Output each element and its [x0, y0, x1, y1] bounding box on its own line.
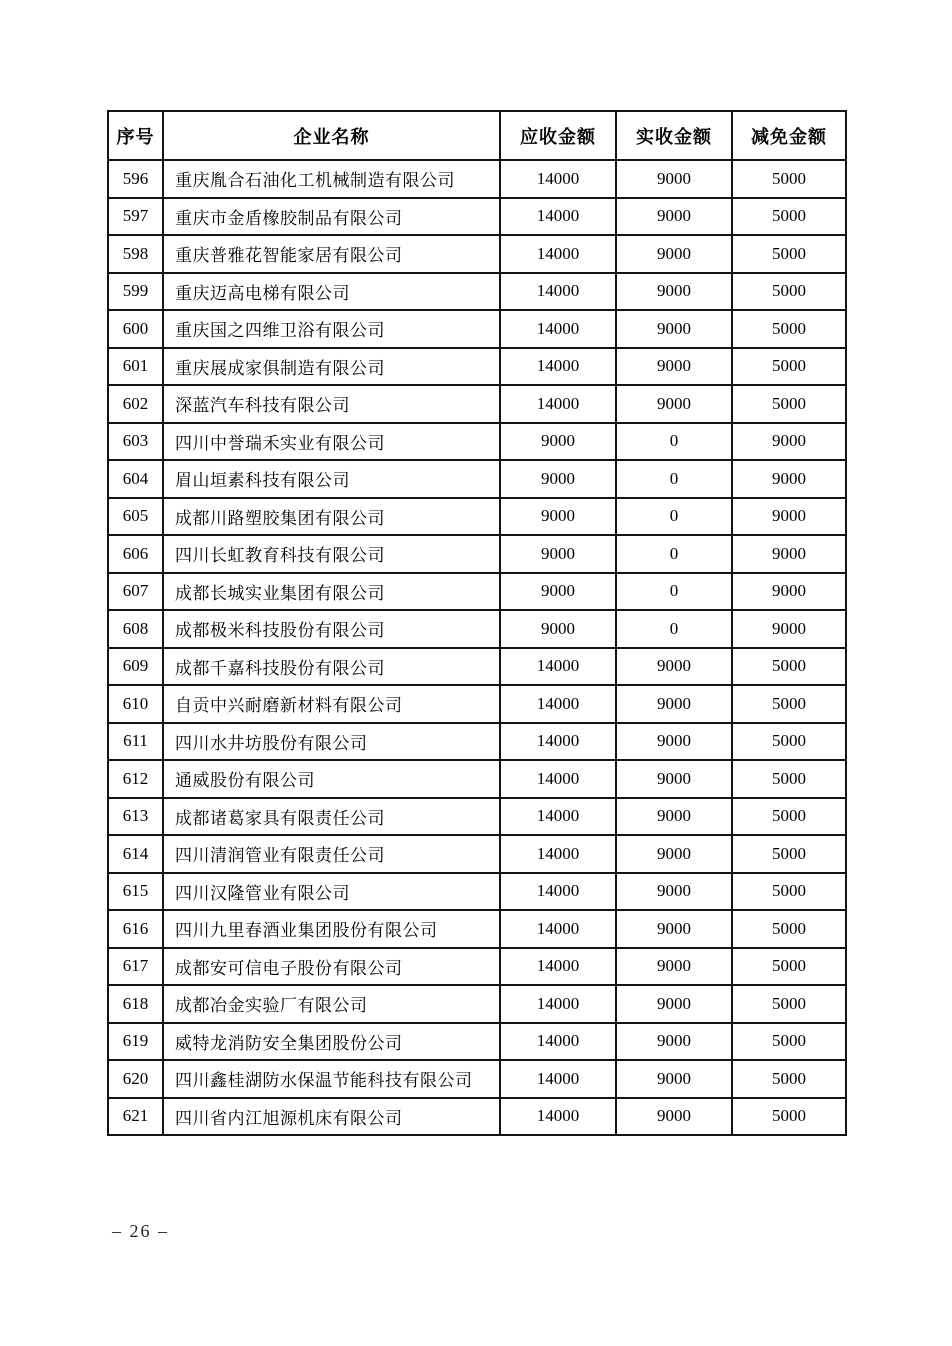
cell-reduced: 5000 [732, 310, 846, 348]
cell-index: 610 [108, 685, 163, 723]
cell-reduced: 9000 [732, 573, 846, 611]
cell-receivable: 14000 [500, 873, 616, 911]
cell-received: 9000 [616, 348, 732, 386]
cell-received: 9000 [616, 160, 732, 198]
cell-received: 0 [616, 498, 732, 536]
cell-reduced: 5000 [732, 873, 846, 911]
cell-index: 614 [108, 835, 163, 873]
cell-index: 620 [108, 1060, 163, 1098]
cell-name: 通威股份有限公司 [163, 760, 500, 798]
cell-index: 604 [108, 460, 163, 498]
cell-receivable: 14000 [500, 310, 616, 348]
cell-name: 四川中誉瑞禾实业有限公司 [163, 423, 500, 461]
cell-name: 深蓝汽车科技有限公司 [163, 385, 500, 423]
cell-name: 四川水井坊股份有限公司 [163, 723, 500, 761]
cell-receivable: 9000 [500, 573, 616, 611]
cell-reduced: 5000 [732, 948, 846, 986]
table-row [108, 873, 846, 911]
cell-reduced: 9000 [732, 423, 846, 461]
cell-reduced: 9000 [732, 460, 846, 498]
cell-index: 618 [108, 985, 163, 1023]
cell-received: 9000 [616, 760, 732, 798]
cell-received: 9000 [616, 1023, 732, 1061]
cell-index: 608 [108, 610, 163, 648]
cell-received: 9000 [616, 1060, 732, 1098]
header-row [108, 111, 846, 160]
cell-index: 598 [108, 235, 163, 273]
cell-received: 0 [616, 610, 732, 648]
table-row [108, 160, 846, 198]
cell-name: 重庆市金盾橡胶制品有限公司 [163, 198, 500, 236]
cell-name: 成都诸葛家具有限责任公司 [163, 798, 500, 836]
cell-received: 9000 [616, 198, 732, 236]
cell-receivable: 14000 [500, 198, 616, 236]
cell-received: 0 [616, 535, 732, 573]
cell-receivable: 14000 [500, 235, 616, 273]
cell-index: 612 [108, 760, 163, 798]
cell-receivable: 9000 [500, 460, 616, 498]
cell-reduced: 5000 [732, 235, 846, 273]
cell-received: 9000 [616, 685, 732, 723]
cell-receivable: 14000 [500, 1060, 616, 1098]
cell-reduced: 5000 [732, 685, 846, 723]
table-row [108, 610, 846, 648]
cell-name: 成都冶金实验厂有限公司 [163, 985, 500, 1023]
cell-reduced: 9000 [732, 610, 846, 648]
cell-index: 615 [108, 873, 163, 911]
table-row [108, 985, 846, 1023]
table-row [108, 535, 846, 573]
cell-reduced: 5000 [732, 273, 846, 311]
cell-name: 四川长虹教育科技有限公司 [163, 535, 500, 573]
cell-name: 重庆胤合石油化工机械制造有限公司 [163, 160, 500, 198]
cell-name: 成都安可信电子股份有限公司 [163, 948, 500, 986]
cell-name: 四川汉隆管业有限公司 [163, 873, 500, 911]
cell-index: 596 [108, 160, 163, 198]
column-header-received: 实收金额 [616, 111, 732, 160]
table-row [108, 835, 846, 873]
cell-name: 重庆普雅花智能家居有限公司 [163, 235, 500, 273]
cell-reduced: 5000 [732, 1023, 846, 1061]
cell-index: 600 [108, 310, 163, 348]
cell-reduced: 5000 [732, 160, 846, 198]
cell-receivable: 14000 [500, 835, 616, 873]
table-row [108, 573, 846, 611]
cell-received: 9000 [616, 385, 732, 423]
table-row [108, 423, 846, 461]
cell-received: 9000 [616, 798, 732, 836]
cell-name: 成都川路塑胶集团有限公司 [163, 498, 500, 536]
cell-receivable: 14000 [500, 1023, 616, 1061]
cell-reduced: 5000 [732, 798, 846, 836]
cell-index: 602 [108, 385, 163, 423]
cell-reduced: 5000 [732, 648, 846, 686]
fee-table-container [107, 110, 847, 1136]
cell-name: 自贡中兴耐磨新材料有限公司 [163, 685, 500, 723]
cell-receivable: 9000 [500, 498, 616, 536]
cell-name: 威特龙消防安全集团股份公司 [163, 1023, 500, 1061]
cell-received: 9000 [616, 985, 732, 1023]
cell-name: 四川省内江旭源机床有限公司 [163, 1098, 500, 1136]
cell-reduced: 5000 [732, 910, 846, 948]
cell-reduced: 9000 [732, 535, 846, 573]
cell-receivable: 14000 [500, 385, 616, 423]
cell-received: 9000 [616, 948, 732, 986]
cell-reduced: 5000 [732, 385, 846, 423]
cell-receivable: 14000 [500, 1098, 616, 1136]
cell-index: 613 [108, 798, 163, 836]
cell-receivable: 14000 [500, 760, 616, 798]
fee-table-body [108, 160, 846, 1135]
cell-receivable: 14000 [500, 910, 616, 948]
cell-receivable: 9000 [500, 610, 616, 648]
cell-index: 597 [108, 198, 163, 236]
table-row [108, 1023, 846, 1061]
cell-index: 619 [108, 1023, 163, 1061]
cell-index: 606 [108, 535, 163, 573]
table-row [108, 235, 846, 273]
cell-reduced: 5000 [732, 1098, 846, 1136]
cell-received: 9000 [616, 910, 732, 948]
fee-table-header [108, 111, 846, 160]
column-header-reduced: 减免金额 [732, 111, 846, 160]
cell-receivable: 14000 [500, 685, 616, 723]
cell-name: 眉山垣素科技有限公司 [163, 460, 500, 498]
cell-name: 四川九里春酒业集团股份有限公司 [163, 910, 500, 948]
cell-name: 成都长城实业集团有限公司 [163, 573, 500, 611]
cell-receivable: 9000 [500, 423, 616, 461]
table-row [108, 498, 846, 536]
table-row [108, 723, 846, 761]
cell-reduced: 5000 [732, 760, 846, 798]
cell-receivable: 14000 [500, 348, 616, 386]
cell-received: 9000 [616, 835, 732, 873]
cell-receivable: 14000 [500, 723, 616, 761]
cell-received: 0 [616, 423, 732, 461]
cell-received: 0 [616, 573, 732, 611]
cell-reduced: 5000 [732, 835, 846, 873]
table-row [108, 198, 846, 236]
cell-reduced: 5000 [732, 985, 846, 1023]
cell-name: 四川清润管业有限责任公司 [163, 835, 500, 873]
cell-index: 607 [108, 573, 163, 611]
cell-index: 605 [108, 498, 163, 536]
cell-received: 9000 [616, 235, 732, 273]
cell-reduced: 5000 [732, 723, 846, 761]
table-row [108, 948, 846, 986]
cell-name: 重庆迈高电梯有限公司 [163, 273, 500, 311]
cell-index: 599 [108, 273, 163, 311]
column-header-receivable: 应收金额 [500, 111, 616, 160]
cell-receivable: 14000 [500, 160, 616, 198]
cell-index: 609 [108, 648, 163, 686]
cell-reduced: 9000 [732, 498, 846, 536]
cell-index: 611 [108, 723, 163, 761]
column-header-name: 企业名称 [163, 111, 500, 160]
cell-receivable: 9000 [500, 535, 616, 573]
cell-index: 603 [108, 423, 163, 461]
table-row [108, 1060, 846, 1098]
cell-received: 9000 [616, 310, 732, 348]
cell-receivable: 14000 [500, 985, 616, 1023]
cell-name: 四川鑫桂湖防水保温节能科技有限公司 [163, 1060, 500, 1098]
cell-name: 成都千嘉科技股份有限公司 [163, 648, 500, 686]
cell-reduced: 5000 [732, 198, 846, 236]
cell-receivable: 14000 [500, 648, 616, 686]
table-row [108, 648, 846, 686]
cell-index: 601 [108, 348, 163, 386]
table-row [108, 1098, 846, 1136]
cell-index: 621 [108, 1098, 163, 1136]
cell-index: 617 [108, 948, 163, 986]
cell-received: 9000 [616, 1098, 732, 1136]
table-row [108, 385, 846, 423]
cell-reduced: 5000 [732, 1060, 846, 1098]
cell-index: 616 [108, 910, 163, 948]
fee-table [107, 110, 847, 1136]
cell-received: 9000 [616, 723, 732, 761]
table-row [108, 798, 846, 836]
table-row [108, 310, 846, 348]
cell-name: 重庆国之四维卫浴有限公司 [163, 310, 500, 348]
cell-receivable: 14000 [500, 798, 616, 836]
cell-name: 重庆展成家俱制造有限公司 [163, 348, 500, 386]
table-row [108, 685, 846, 723]
cell-reduced: 5000 [732, 348, 846, 386]
cell-received: 9000 [616, 273, 732, 311]
cell-received: 9000 [616, 873, 732, 911]
table-row [108, 348, 846, 386]
table-row [108, 460, 846, 498]
table-row [108, 760, 846, 798]
cell-name: 成都极米科技股份有限公司 [163, 610, 500, 648]
cell-receivable: 14000 [500, 948, 616, 986]
table-row [108, 273, 846, 311]
cell-received: 0 [616, 460, 732, 498]
table-row [108, 910, 846, 948]
cell-receivable: 14000 [500, 273, 616, 311]
column-header-index: 序号 [108, 111, 163, 160]
page-number: – 26 – [112, 1221, 169, 1241]
cell-received: 9000 [616, 648, 732, 686]
